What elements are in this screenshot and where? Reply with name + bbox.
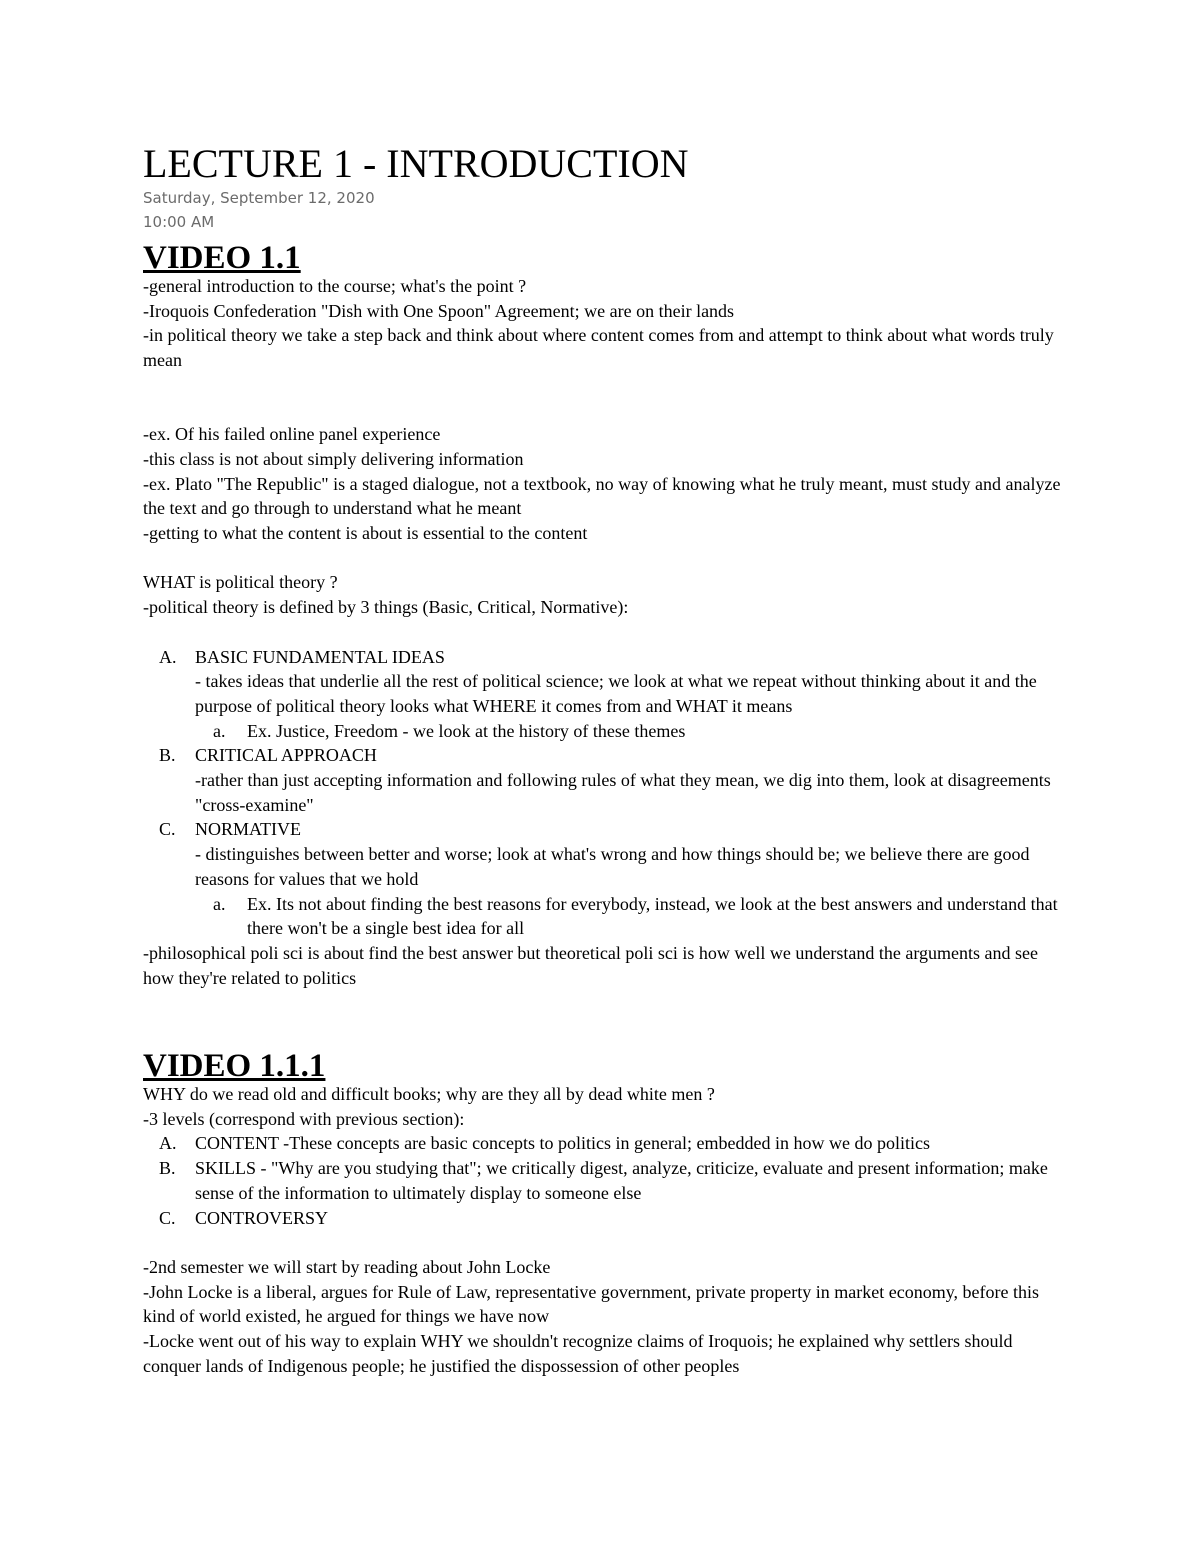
list-item	[143, 817, 1063, 891]
list-marker: C.	[159, 1207, 176, 1228]
list-item	[143, 1131, 1063, 1156]
sub-list-text: Ex. Justice, Freedom - we look at the history of these themes	[247, 720, 686, 741]
list-item	[143, 1156, 1063, 1205]
note-line: -in political theory we take a step back and think about where content comes from and attempt to think about what words truly mean	[143, 325, 1054, 371]
section-heading: VIDEO 1.1	[143, 240, 301, 276]
list-marker: B.	[159, 1158, 176, 1179]
list-marker: A.	[159, 1133, 177, 1154]
list-item	[143, 645, 1063, 719]
time-stamp: 10:00 AM	[143, 213, 215, 231]
list-item-text: -rather than just accepting information and following rules of what they mean, we dig into them, look at disagreements "cross-examine"	[195, 770, 1051, 815]
note-line: -getting to what the content is about is essential to the content	[143, 523, 588, 544]
list-item-text: SKILLS - "Why are you studying that"; we critically digest, analyze, criticize, evaluate and present information; make sense of the information to ultimately display to someone else	[195, 1158, 1048, 1203]
list-marker: A.	[159, 646, 177, 667]
list-marker: B.	[159, 745, 176, 766]
section-video-1-1-1	[143, 1046, 1063, 1378]
page-title: LECTURE 1 - INTRODUCTION	[143, 141, 689, 186]
list-item	[143, 743, 1063, 817]
note-line: -this class is not about simply delivering information	[143, 448, 524, 469]
list-item-title: NORMATIVE	[195, 819, 301, 840]
list-item-title: BASIC FUNDAMENTAL IDEAS	[195, 646, 445, 667]
list-marker: a.	[213, 893, 226, 914]
note-line: -political theory is defined by 3 things (Basic, Critical, Normative):	[143, 597, 629, 618]
list-item-text: CONTROVERSY	[195, 1207, 329, 1228]
list-item-text: - distinguishes between better and worse; look at what's wrong and how things should be; we believe there are good reasons for values that we hold	[195, 844, 1030, 889]
note-line: -philosophical poli sci is about find the best answer but theoretical poli sci is how well we understand the arguments and see how they're related to politics	[143, 942, 1038, 988]
section-video-1-1	[143, 238, 1063, 990]
date-stamp: Saturday, September 12, 2020	[143, 189, 375, 207]
note-line: -Locke went out of his way to explain WHY we shouldn't recognize claims of Iroquois; he explained why settlers should conquer lands of Indigenous people; he justified the dispossession of other peoples	[143, 1331, 1013, 1376]
list-marker: C.	[159, 819, 176, 840]
note-line: -3 levels (correspond with previous section):	[143, 1108, 465, 1129]
list-marker: a.	[213, 720, 226, 741]
list-item-text: CONTENT -These concepts are basic concepts to politics in general; embedded in how we do politics	[195, 1133, 930, 1154]
sub-list-item	[143, 892, 1063, 941]
note-line: -Iroquois Confederation "Dish with One Spoon" Agreement; we are on their lands	[143, 300, 735, 321]
note-line: -John Locke is a liberal, argues for Rule of Law, representative government, private property in market economy, before this kind of world existed, he argued for things we have now	[143, 1281, 1040, 1327]
list-item	[143, 1206, 1063, 1231]
note-line: -2nd semester we will start by reading about John Locke	[143, 1256, 551, 1277]
note-line: WHAT is political theory ?	[143, 572, 338, 593]
list-item-title: CRITICAL APPROACH	[195, 745, 377, 766]
sub-list-item	[143, 719, 1063, 744]
note-line: -ex. Of his failed online panel experience	[143, 424, 441, 445]
sub-list-text: Ex. Its not about finding the best reasons for everybody, instead, we look at the best answers and understand that there won't be a single best idea for all	[247, 893, 1058, 939]
list-item-text: - takes ideas that underlie all the rest of political science; we look at what we repeat without thinking about it and the purpose of political theory looks what WHERE it comes from and WHAT it means	[195, 671, 1037, 716]
note-line: WHY do we read old and difficult books; why are they all by dead white men ?	[143, 1084, 715, 1104]
section-heading: VIDEO 1.1.1	[143, 1048, 326, 1084]
note-line: -ex. Plato "The Republic" is a staged dialogue, not a textbook, no way of knowing what he truly meant, must study and analyze the text and go through to understand what he meant	[143, 473, 1061, 519]
note-line: -general introduction to the course; what's the point ?	[143, 276, 527, 296]
